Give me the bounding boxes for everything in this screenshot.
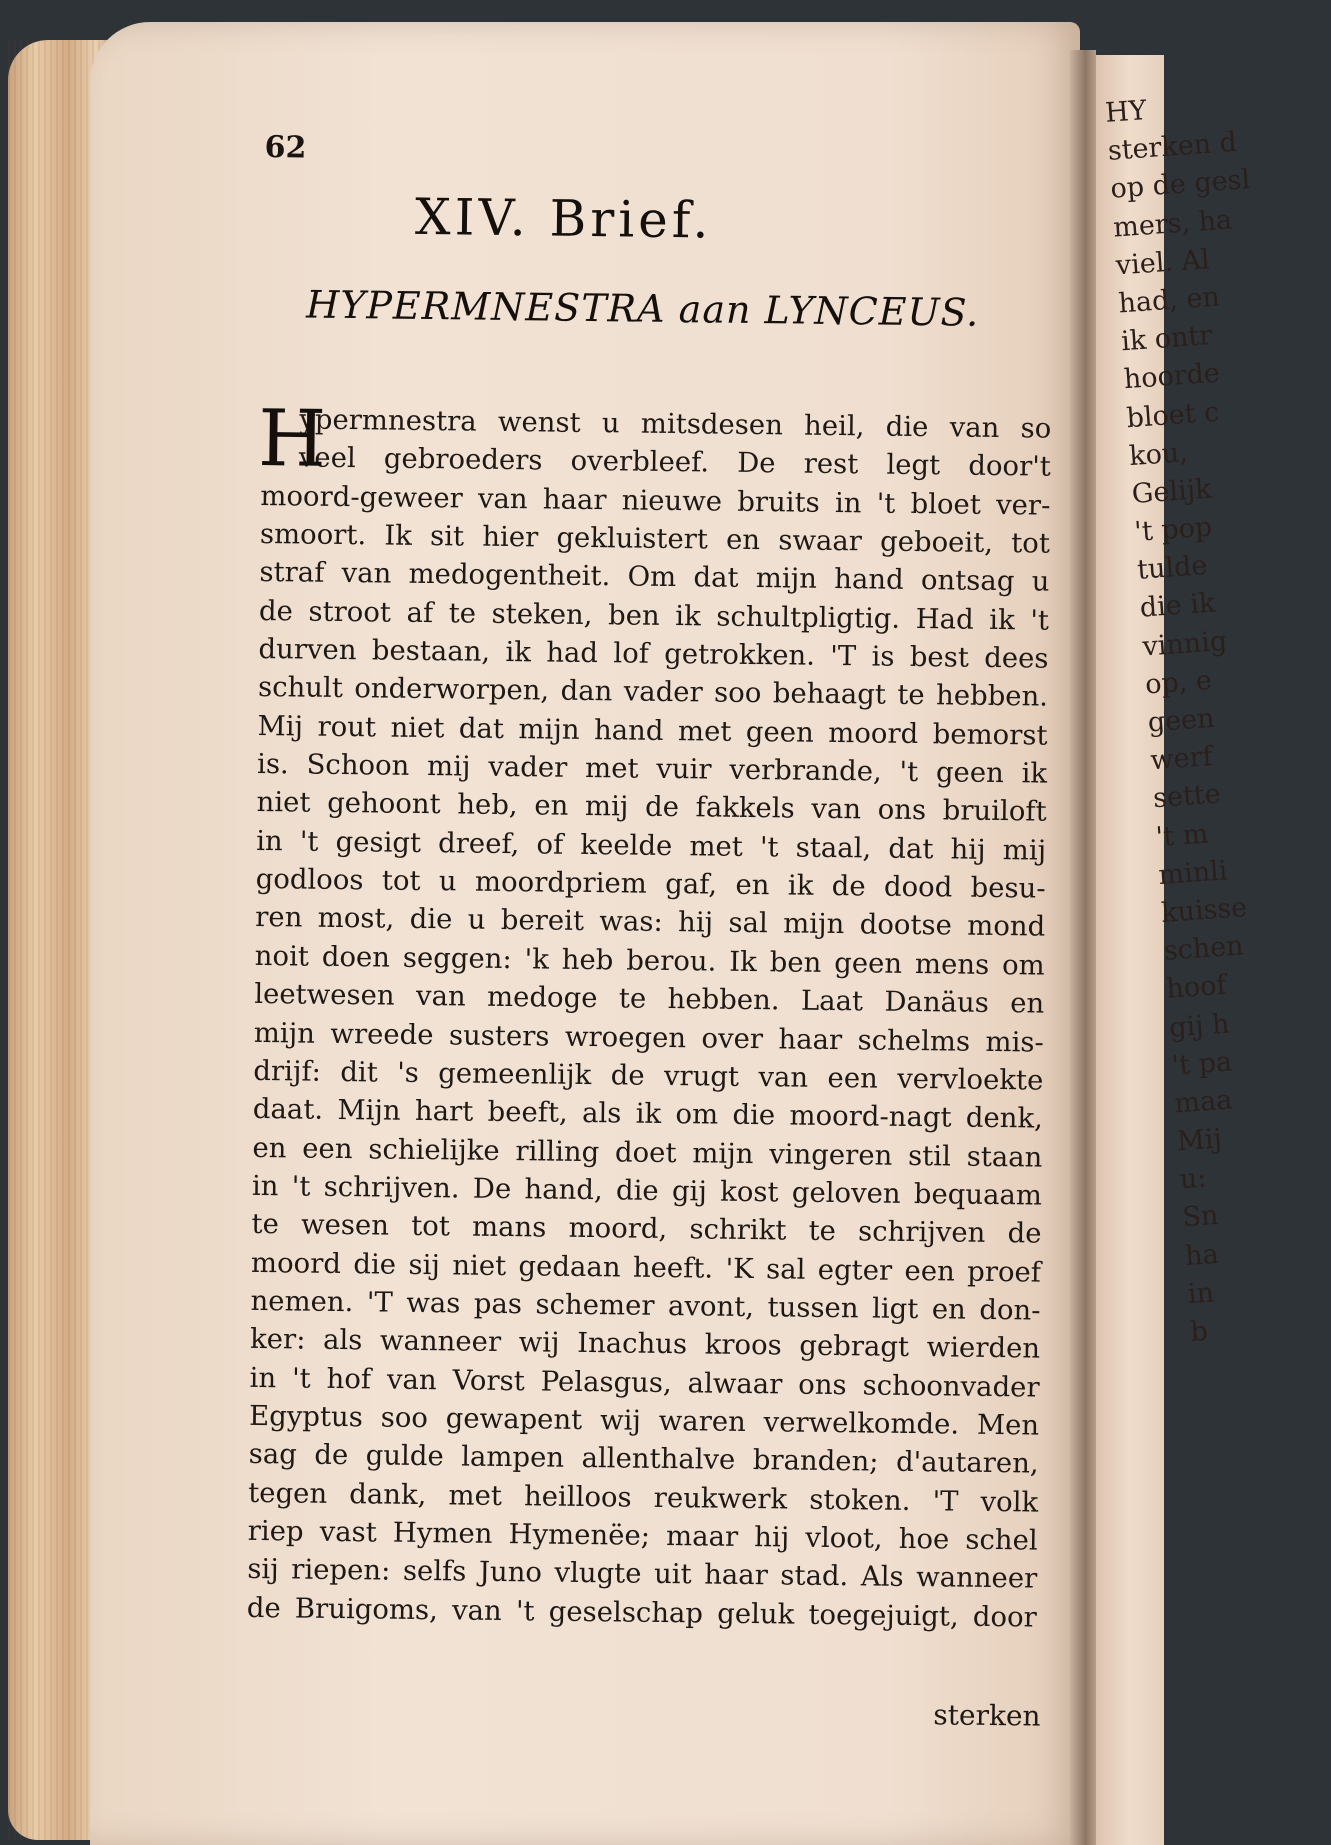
text-line: en een schielijke rilling doet mijn vingeren stil staan [252, 1131, 1043, 1174]
text-line: godloos tot u moordpriem gaf, en ik de dood besu- [255, 863, 1046, 905]
text-line: ypermnestra wenst u mitsdesen heil, die van so [299, 403, 1052, 445]
facing-page-line: tulde [1136, 550, 1209, 587]
facing-page-line: Gelijk [1130, 473, 1213, 510]
text-line: straf van medogentheit. Om dat mijn hand ontsag u [259, 556, 1050, 598]
text-line: ker: als wanneer wij Inachus kroos gebragt wierden [249, 1323, 1041, 1365]
text-line: leetwesen van medoge te hebben. Laat Danäus en [254, 978, 1045, 1020]
text-line: sij riepen: selfs Juno vlugte uit haar stad. Als wanneer [247, 1553, 1038, 1595]
facing-page-line: bloet c [1125, 396, 1221, 434]
page-number: 62 [264, 129, 307, 166]
facing-page-line: had, en [1117, 281, 1221, 320]
chapter-title: XIV. Brief. [414, 187, 713, 250]
facing-page-line: 't pa [1170, 1046, 1234, 1082]
text-line: ren most, die u bereit was: hij sal mijn dootse mond [255, 901, 1046, 944]
text-line: smoort. Ik sit hier gekluistert en swaar geboeit, tot [259, 518, 1051, 560]
text-line: te wesen tot mans moord, schrikt te schrijven de [251, 1208, 1042, 1250]
text-line: veel gebroeders overbleef. De rest legt door't [298, 441, 1052, 483]
facing-page-line: minli [1157, 855, 1229, 891]
drop-cap: H [257, 393, 327, 485]
facing-page-text [1104, 87, 1312, 1352]
text-line: nemen. 'T was pas schemer avont, tussen ligt en don- [250, 1284, 1041, 1327]
facing-page-line: hoof [1165, 969, 1228, 1006]
facing-page-line: Sn [1181, 1200, 1220, 1234]
text-line: moord die sij niet gedaan heeft. 'K sal egter een proef [250, 1246, 1042, 1289]
facing-page-line: ha [1184, 1238, 1220, 1272]
text-line: daat. Mijn hart beeft, als ik om die moord-nagt denk, [252, 1093, 1044, 1135]
text-line: Mij rout niet dat mijn hand met geen moord bemorst [257, 709, 1048, 752]
text-line: de stroot af te steken, ben ik schultpligtig. Had ik 't [258, 594, 1050, 637]
facing-page-line: op de gesl [1109, 164, 1252, 206]
body-text [246, 393, 1052, 1637]
text-line: riep vast Hymen Hymenëe; maar hij vloot, hoe schel [247, 1514, 1038, 1557]
text-line: moord-geweer van haar nieuwe bruits in 't bloet ver- [260, 479, 1051, 522]
facing-page-line: sette [1152, 778, 1222, 815]
text-line: schult onderworpen, dan vader soo behaagt te hebben. [257, 671, 1049, 714]
book-gutter [1070, 50, 1096, 1845]
text-line: sag de gulde lampen allenthalve branden; d'autaren, [248, 1438, 1039, 1480]
text-line: in 't schrijven. De hand, die gij kost geloven bequaam [251, 1169, 1043, 1212]
facing-page-line: 't m [1154, 818, 1210, 853]
text-line: niet gehoont heb, en mij de fakkels van ons bruiloft [256, 786, 1047, 829]
text-line: in 't hof van Vorst Pelasgus, alwaar ons schoonvader [249, 1361, 1040, 1404]
facing-page-line: viel. Al [1114, 243, 1211, 282]
facing-page-line: in [1186, 1277, 1215, 1310]
facing-page-line: HY [1104, 95, 1148, 129]
facing-page-line: schen [1162, 930, 1245, 967]
facing-page-line: mers, ha [1112, 203, 1234, 244]
facing-page-line: geen [1146, 702, 1216, 739]
facing-page-line: u: [1178, 1162, 1208, 1196]
facing-page-line: gij h [1168, 1008, 1231, 1044]
facing-page-line: 't pop [1133, 511, 1214, 548]
facing-page-line: kou, [1128, 436, 1189, 472]
letter-subtitle: HYPERMNESTRA aan LYNCEUS. [305, 282, 980, 335]
facing-page-line: werf [1149, 741, 1214, 777]
text-line: Egyptus soo gewapent wij waren verwelkomde. Men [248, 1399, 1040, 1442]
facing-page-line: maa [1173, 1084, 1234, 1120]
text-line: is. Schoon mij vader met vuir verbrande, 't geen ik [256, 748, 1048, 790]
text-line: mijn wreede susters wroegen over haar schelms mis- [253, 1016, 1044, 1059]
facing-page-line: op, e [1144, 664, 1213, 701]
facing-page-line: Mij [1176, 1123, 1223, 1158]
facing-page-line: sterken d [1106, 127, 1238, 168]
facing-page-line: ik ontr [1120, 320, 1214, 358]
facing-page-line: vinnig [1141, 625, 1229, 663]
text-line: de Bruigoms, van 't geselschap geluk toegejuigt, door [246, 1591, 1037, 1634]
text-line: noit doen seggen: 'k heb berou. Ik ben geen mens om [254, 939, 1045, 982]
facing-page-line: die ik [1138, 587, 1217, 625]
facing-page-line: b [1189, 1315, 1209, 1348]
facing-page-line: kuisse [1160, 891, 1249, 929]
facing-page [1096, 55, 1252, 1845]
text-line: in 't gesigt dreef, of keelde met 't staal, dat hij mij [255, 824, 1047, 867]
text-line: durven bestaan, ik had lof getrokken. 'T is best dees [258, 633, 1049, 675]
facing-page-line: hoorde [1122, 357, 1221, 396]
text-line: tegen dank, met heilloos reukwerk stoken. 'T volk [248, 1476, 1039, 1519]
catchword: sterken [933, 1698, 1041, 1733]
text-line: drijf: dit 's gemeenlijk de vrugt van een vervloekte [253, 1054, 1044, 1097]
